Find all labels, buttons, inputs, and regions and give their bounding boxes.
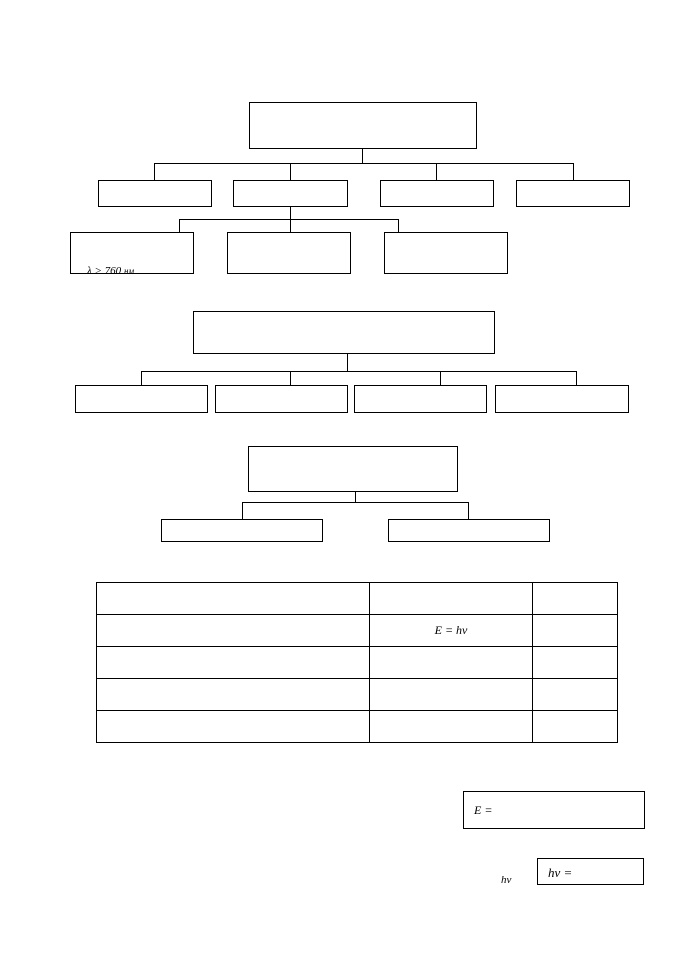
table-cell[interactable] xyxy=(97,615,370,647)
table-cell[interactable] xyxy=(97,647,370,679)
wavelength-label xyxy=(87,265,134,277)
diagram1-grandchild-box-2 xyxy=(227,232,351,274)
energy-answer-box[interactable] xyxy=(463,791,645,829)
connector xyxy=(355,492,356,502)
diagram1-root-box xyxy=(249,102,477,149)
connector xyxy=(362,149,363,163)
connector xyxy=(242,502,469,503)
connector xyxy=(290,219,291,232)
diagram1-grandchild-box-3 xyxy=(384,232,508,274)
table-cell[interactable] xyxy=(533,647,618,679)
connector xyxy=(573,163,574,180)
diagram3-root-box xyxy=(248,446,458,492)
table-row xyxy=(97,615,618,647)
wavelength-unit: нм xyxy=(123,266,135,276)
photon-energy-side-label: hν xyxy=(501,874,512,886)
connector xyxy=(347,354,348,371)
diagram1-child-box-3 xyxy=(380,180,494,207)
connector xyxy=(141,371,577,372)
photon-energy-answer-box[interactable] xyxy=(537,858,644,885)
energy-formula-label: E = xyxy=(474,803,493,817)
table-row xyxy=(97,711,618,743)
answer-table xyxy=(96,582,618,743)
connector xyxy=(179,219,398,220)
table-cell[interactable] xyxy=(533,711,618,743)
diagram1-grandchild-box-infrared xyxy=(70,232,194,277)
diagram2-child-box-3 xyxy=(354,385,487,413)
connector xyxy=(290,207,291,219)
diagram1-child-box-2 xyxy=(233,180,348,207)
diagram3-child-box-2 xyxy=(388,519,550,542)
photon-energy-formula-label: hν = xyxy=(548,865,573,880)
table-cell[interactable] xyxy=(370,615,533,647)
table-cell[interactable] xyxy=(97,679,370,711)
wavelength-value: λ > 760 xyxy=(87,265,122,277)
table-cell[interactable] xyxy=(370,583,533,615)
connector xyxy=(436,163,437,180)
table-cell[interactable] xyxy=(533,615,618,647)
table-row xyxy=(97,679,618,711)
connector xyxy=(179,219,180,232)
table-row xyxy=(97,647,618,679)
connector xyxy=(576,371,577,385)
table-cell[interactable] xyxy=(370,711,533,743)
connector xyxy=(154,163,574,164)
diagram2-root-box xyxy=(193,311,495,354)
connector xyxy=(154,163,155,180)
table-cell[interactable] xyxy=(97,583,370,615)
diagram1-child-box-1 xyxy=(98,180,212,207)
table-cell[interactable] xyxy=(370,679,533,711)
connector xyxy=(468,502,469,519)
connector xyxy=(141,371,142,385)
table-cell[interactable] xyxy=(533,679,618,711)
connector xyxy=(398,219,399,232)
table-cell[interactable] xyxy=(533,583,618,615)
table-cell[interactable] xyxy=(370,647,533,679)
diagram2-child-box-2 xyxy=(215,385,348,413)
diagram2-child-box-4 xyxy=(495,385,629,413)
table-row xyxy=(97,583,618,615)
connector xyxy=(290,371,291,385)
connector xyxy=(440,371,441,385)
connector xyxy=(290,163,291,180)
diagram2-child-box-1 xyxy=(75,385,208,413)
table-cell-text: E = hν xyxy=(434,623,468,637)
diagram1-child-box-4 xyxy=(516,180,630,207)
table-cell[interactable] xyxy=(97,711,370,743)
connector xyxy=(242,502,243,519)
diagram3-child-box-1 xyxy=(161,519,323,542)
